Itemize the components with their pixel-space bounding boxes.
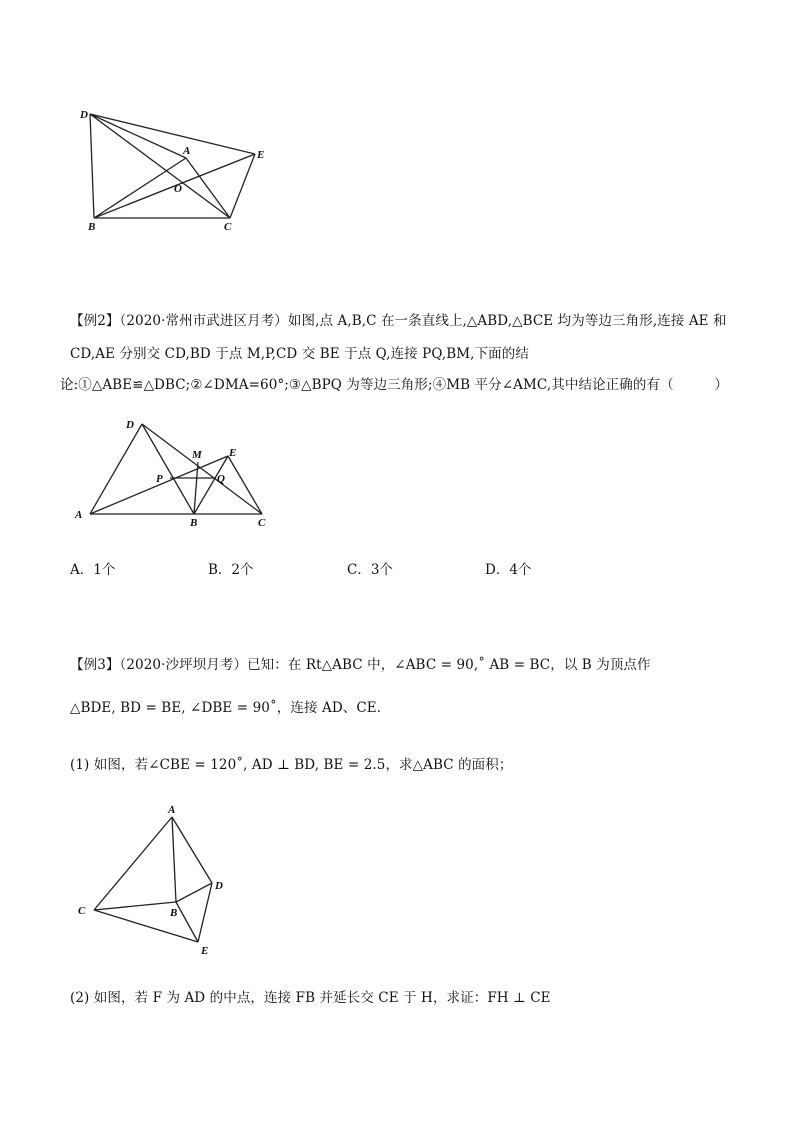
label-D: D bbox=[126, 419, 134, 431]
label-C: C bbox=[224, 221, 232, 233]
figure-3-diagram bbox=[66, 800, 246, 965]
example-2-line-2: CD,AE 分别交 CD,BD 于点 M,P,CD 交 BE 于点 Q,连接 PQ,BM,下面的结 bbox=[70, 346, 529, 362]
label-B: B bbox=[170, 907, 178, 919]
example-3-part-1: (1) 如图，若∠CBE = 120˚, AD ⊥ BD, BE = 2.5，求△ABC 的面积； bbox=[70, 757, 513, 773]
label-D: D bbox=[215, 880, 223, 892]
example-2-line-1: 【例2】（2020·常州市武进区月考）如图,点 A,B,C 在一条直线上,△ABD,△BCE 均为等边三角形,连接 AE 和 bbox=[70, 313, 727, 329]
label-B: B bbox=[88, 221, 96, 233]
label-A: A bbox=[75, 509, 83, 521]
label-C: C bbox=[78, 905, 86, 917]
option-d: D．4个 bbox=[485, 562, 532, 578]
example-3-line-1: 【例3】（2020·沙坪坝月考）已知：在 Rt△ABC 中，∠ABC = 90,˚ AB = BC，以 B 为顶点作 bbox=[70, 657, 651, 673]
label-E: E bbox=[201, 945, 209, 957]
label-Q: Q bbox=[217, 473, 225, 485]
option-c: C．3个 bbox=[347, 562, 393, 578]
option-a: A．1个 bbox=[70, 562, 116, 578]
label-A: A bbox=[183, 145, 191, 157]
figure-1-lines bbox=[90, 114, 255, 218]
label-E: E bbox=[257, 149, 265, 161]
label-M: M bbox=[192, 449, 202, 461]
example-2-line-3: 论:①△ABE≌△DBC;②∠DMA=60°;③△BPQ 为等边三角形;④MB 平分∠AMC,其中结论正确的有（ ） bbox=[60, 377, 729, 393]
label-O: O bbox=[174, 183, 182, 195]
label-C: C bbox=[258, 517, 266, 529]
figure-2-diagram bbox=[66, 410, 286, 535]
label-A: A bbox=[168, 804, 176, 816]
label-D: D bbox=[80, 109, 88, 121]
example-3-part-2: (2) 如图，若 F 为 AD 的中点，连接 FB 并延长交 CE 于 H，求证：FH ⊥ CE bbox=[70, 990, 551, 1006]
label-B: B bbox=[190, 517, 198, 529]
label-E: E bbox=[229, 447, 237, 459]
label-P: P bbox=[156, 473, 163, 485]
figure-1-diagram bbox=[70, 100, 280, 240]
option-b: B．2个 bbox=[208, 562, 254, 578]
figure-3-lines bbox=[94, 817, 212, 942]
example-3-line-2: △BDE, BD = BE, ∠DBE = 90˚，连接 AD、CE． bbox=[70, 700, 391, 716]
figure-2-lines bbox=[90, 424, 262, 514]
